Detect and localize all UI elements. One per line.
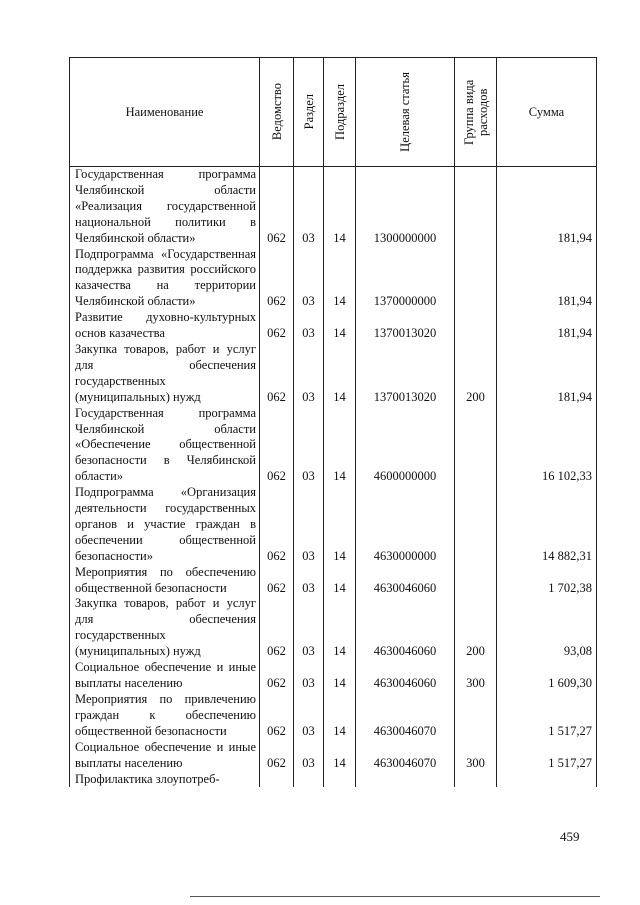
header-podrazdel-label: Подраздел xyxy=(332,84,347,140)
gruppa-cell: 300 xyxy=(455,740,497,772)
podrazdel-cell: 14 xyxy=(324,406,356,486)
vedomstvo-cell: 062 xyxy=(260,167,294,247)
gruppa-cell xyxy=(455,692,497,740)
table-row xyxy=(70,596,597,660)
header-gruppa-label: Группа вида расходов xyxy=(461,79,490,145)
celevaya-cell: 4630046060 xyxy=(356,565,455,597)
table-row xyxy=(70,310,597,342)
table-row xyxy=(70,485,597,565)
page-number: 459 xyxy=(560,829,580,844)
razdel-cell: 03 xyxy=(294,485,324,565)
header-name-label: Наименование xyxy=(125,104,204,119)
razdel-cell: 03 xyxy=(294,565,324,597)
celevaya-cell: 4630000000 xyxy=(356,485,455,565)
summa-cell: 14 882,31 xyxy=(497,485,597,565)
razdel-cell: 03 xyxy=(294,342,324,406)
vedomstvo-cell: 062 xyxy=(260,485,294,565)
table-row xyxy=(70,740,597,772)
gruppa-cell: 300 xyxy=(455,660,497,692)
podrazdel-cell: 14 xyxy=(324,596,356,660)
podrazdel-cell xyxy=(324,771,356,787)
summa-cell: 93,08 xyxy=(497,596,597,660)
header-summa-label: Сумма xyxy=(528,104,565,119)
vedomstvo-cell: 062 xyxy=(260,406,294,486)
razdel-cell: 03 xyxy=(294,247,324,311)
footer-divider xyxy=(190,896,600,897)
celevaya-cell: 4630046070 xyxy=(356,740,455,772)
podrazdel-cell: 14 xyxy=(324,310,356,342)
name-cell: Закупка товаров, работ и услуг для обеспечения государственных (муниципальных) нужд xyxy=(70,342,260,406)
table-row xyxy=(70,771,597,787)
summa-cell: 181,94 xyxy=(497,310,597,342)
gruppa-cell xyxy=(455,406,497,486)
table-row xyxy=(70,660,597,692)
podrazdel-cell: 14 xyxy=(324,342,356,406)
header-vedomstvo xyxy=(260,58,294,167)
name-cell: Мероприятия по привлечению граждан к обеспечению общественной безопасности xyxy=(70,692,260,740)
celevaya-cell: 1300000000 xyxy=(356,167,455,247)
name-cell: Социальное обеспечение и иные выплаты населению xyxy=(70,740,260,772)
summa-cell: 181,94 xyxy=(497,247,597,311)
table-row xyxy=(70,565,597,597)
razdel-cell: 03 xyxy=(294,167,324,247)
vedomstvo-cell: 062 xyxy=(260,660,294,692)
podrazdel-cell: 14 xyxy=(324,565,356,597)
table-row xyxy=(70,247,597,311)
vedomstvo-cell xyxy=(260,771,294,787)
razdel-cell xyxy=(294,771,324,787)
podrazdel-cell: 14 xyxy=(324,247,356,311)
celevaya-cell: 4600000000 xyxy=(356,406,455,486)
table-header-row xyxy=(70,58,597,167)
podrazdel-cell: 14 xyxy=(324,740,356,772)
name-cell: Государственная программа Челябинской области «Реализация государственной национальной политики в Челябинской области» xyxy=(70,167,260,247)
table-body xyxy=(70,167,597,788)
gruppa-cell xyxy=(455,771,497,787)
summa-cell: 1 702,38 xyxy=(497,565,597,597)
celevaya-cell: 4630046060 xyxy=(356,596,455,660)
podrazdel-cell: 14 xyxy=(324,485,356,565)
gruppa-cell: 200 xyxy=(455,596,497,660)
budget-table xyxy=(69,57,597,787)
celevaya-cell: 4630046060 xyxy=(356,660,455,692)
summa-cell: 1 517,27 xyxy=(497,692,597,740)
table-row xyxy=(70,167,597,247)
summa-cell: 181,94 xyxy=(497,167,597,247)
podrazdel-cell: 14 xyxy=(324,167,356,247)
summa-cell: 1 609,30 xyxy=(497,660,597,692)
gruppa-cell xyxy=(455,485,497,565)
name-cell: Мероприятия по обеспечению общественной безопасности xyxy=(70,565,260,597)
name-cell: Закупка товаров, работ и услуг для обеспечения государственных (муниципальных) нужд xyxy=(70,596,260,660)
vedomstvo-cell: 062 xyxy=(260,310,294,342)
celevaya-cell xyxy=(356,771,455,787)
celevaya-cell: 4630046070 xyxy=(356,692,455,740)
header-razdel-label: Раздел xyxy=(301,94,316,130)
name-cell: Государственная программа Челябинской области «Обеспечение общественной безопасности в Челябинской области» xyxy=(70,406,260,486)
name-cell: Подпрограмма «Организация деятельности государственных органов и участие граждан в обеспечении общественной безопасности» xyxy=(70,485,260,565)
header-summa xyxy=(497,58,597,167)
summa-cell: 181,94 xyxy=(497,342,597,406)
table-row xyxy=(70,692,597,740)
vedomstvo-cell: 062 xyxy=(260,740,294,772)
table-row xyxy=(70,342,597,406)
header-vedomstvo-label: Ведомство xyxy=(269,83,284,141)
vedomstvo-cell: 062 xyxy=(260,565,294,597)
header-celevaya-label: Целевая статья xyxy=(398,72,412,152)
vedomstvo-cell: 062 xyxy=(260,596,294,660)
header-name xyxy=(70,58,260,167)
podrazdel-cell: 14 xyxy=(324,660,356,692)
name-cell: Подпрограмма «Государственная поддержка развития российского казачества на территории Челябинской области» xyxy=(70,247,260,311)
razdel-cell: 03 xyxy=(294,310,324,342)
podrazdel-cell: 14 xyxy=(324,692,356,740)
razdel-cell: 03 xyxy=(294,596,324,660)
gruppa-cell xyxy=(455,310,497,342)
summa-cell xyxy=(497,771,597,787)
vedomstvo-cell: 062 xyxy=(260,342,294,406)
header-gruppa xyxy=(455,58,497,167)
name-cell: Социальное обеспечение и иные выплаты населению xyxy=(70,660,260,692)
celevaya-cell: 1370013020 xyxy=(356,342,455,406)
table-row xyxy=(70,406,597,486)
razdel-cell: 03 xyxy=(294,692,324,740)
name-cell: Профилактика злоупотреб- xyxy=(70,771,260,787)
summa-cell: 16 102,33 xyxy=(497,406,597,486)
celevaya-cell: 1370000000 xyxy=(356,247,455,311)
name-cell: Развитие духовно-культурных основ казачества xyxy=(70,310,260,342)
gruppa-cell xyxy=(455,167,497,247)
summa-cell: 1 517,27 xyxy=(497,740,597,772)
razdel-cell: 03 xyxy=(294,406,324,486)
razdel-cell: 03 xyxy=(294,660,324,692)
header-razdel xyxy=(294,58,324,167)
vedomstvo-cell: 062 xyxy=(260,247,294,311)
gruppa-cell xyxy=(455,565,497,597)
gruppa-cell: 200 xyxy=(455,342,497,406)
gruppa-cell xyxy=(455,247,497,311)
razdel-cell: 03 xyxy=(294,740,324,772)
header-celevaya xyxy=(356,58,455,167)
celevaya-cell: 1370013020 xyxy=(356,310,455,342)
vedomstvo-cell: 062 xyxy=(260,692,294,740)
header-podrazdel xyxy=(324,58,356,167)
